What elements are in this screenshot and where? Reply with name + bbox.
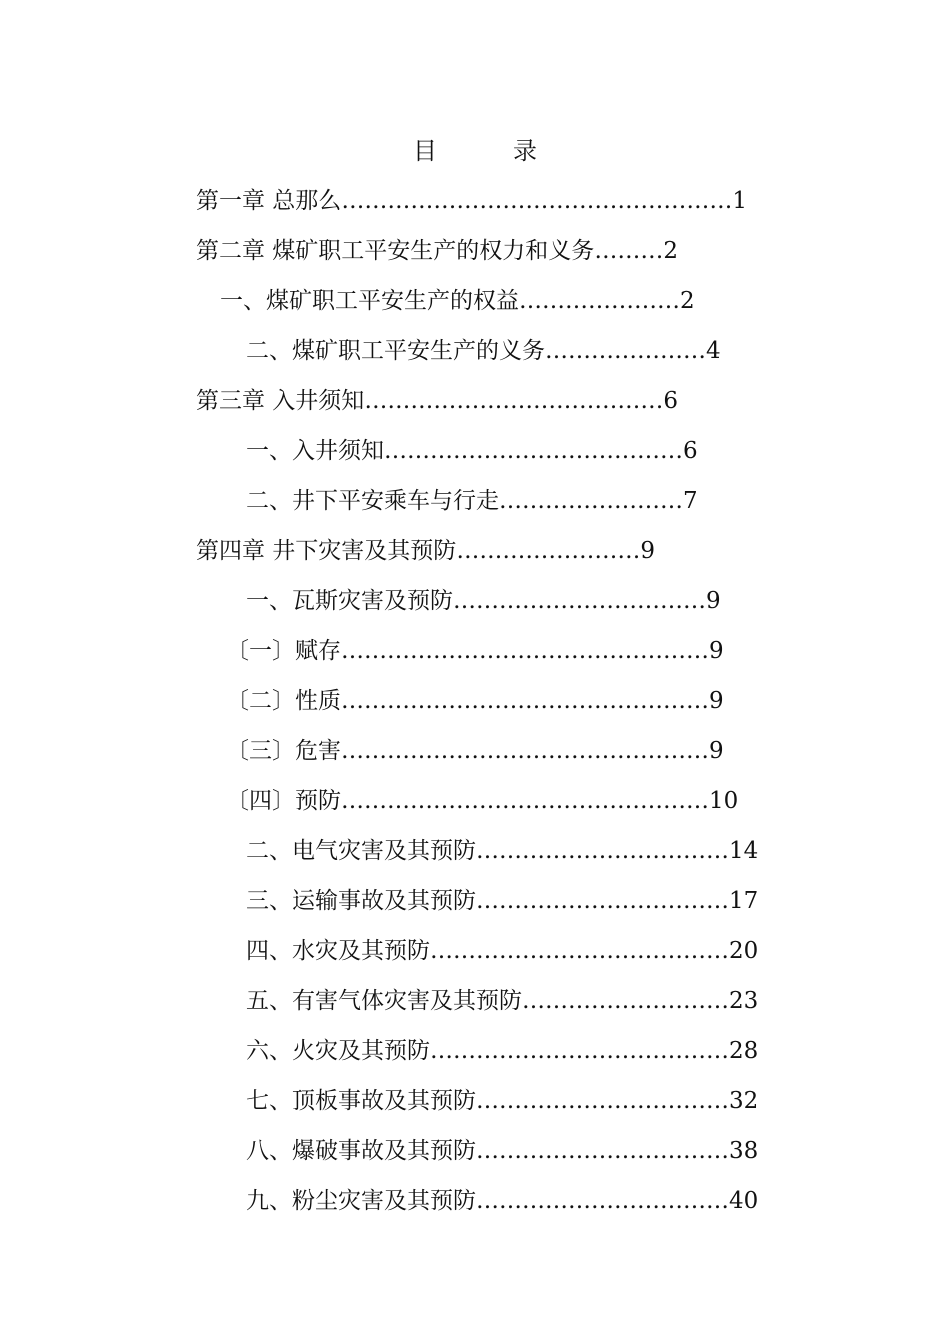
toc-leader-dots: …………………………… [476,1138,729,1164]
toc-title-char-1: 目 [413,137,437,165]
toc-page-number: 14 [729,838,759,864]
toc-entry-label: 二、电气灾害及其预防 [246,838,476,864]
toc-entry-label: 〔一〕赋存 [226,638,341,664]
toc-entry-label: 六、火灾及其预防 [246,1038,430,1064]
toc-leader-dots: …………………………… [476,888,729,914]
toc-entry-label: 一、入井须知 [246,438,384,464]
toc-page-number: 9 [640,538,655,564]
toc-entry[interactable] [246,876,758,926]
toc-entry[interactable] [246,926,758,976]
toc-entry[interactable] [246,826,758,876]
toc-leader-dots: ………………………………………… [341,788,709,814]
toc-entry[interactable] [226,776,738,826]
toc-leader-dots: ………………………………………… [341,738,709,764]
toc-leader-dots: …………………… [499,488,683,514]
toc-entry[interactable] [196,176,747,226]
toc-entry-label: 第四章 井下灾害及其预防 [196,538,457,564]
toc-entry-label: 二、井下平安乘车与行走 [246,488,499,514]
toc-entry[interactable] [196,226,678,276]
toc-entry-label: 第二章 煤矿职工平安生产的权力和义务 [196,238,595,264]
toc-leader-dots: ………………………………… [384,438,683,464]
toc-leader-dots: ………………………………………… [341,638,709,664]
toc-page-number: 28 [729,1038,759,1064]
toc-entry-label: 七、顶板事故及其预防 [246,1088,476,1114]
toc-leader-dots: ………………… [545,338,706,364]
toc-page-number: 6 [683,438,698,464]
toc-page-number: 2 [680,288,695,314]
toc-leader-dots: ………………… [519,288,680,314]
toc-page-number: 20 [729,938,759,964]
toc-title-char-2: 录 [513,137,537,165]
toc-entry[interactable] [246,976,758,1026]
toc-entry-label: 五、有害气体灾害及其预防 [246,988,522,1014]
toc-leader-dots: …………………………… [476,1088,729,1114]
toc-entry[interactable] [246,1076,758,1126]
toc-page-number: 2 [663,238,678,264]
toc-leader-dots: ………………………………… [430,938,729,964]
toc-entry-label: 〔二〕性质 [226,688,341,714]
toc-leader-dots: …………………………… [476,1188,729,1214]
toc-page-number: 32 [729,1088,759,1114]
toc-page-number: 4 [706,338,721,364]
toc-entry-label: 二、煤矿职工平安生产的义务 [246,338,545,364]
toc-page-number: 9 [706,588,721,614]
toc-entry[interactable] [246,1026,758,1076]
toc-leader-dots: …………………………… [453,588,706,614]
toc-entry-label: 〔三〕危害 [226,738,341,764]
toc-leader-dots: …………………… [456,538,641,564]
toc-entry[interactable] [226,676,724,726]
toc-title [0,134,950,168]
toc-page-number: 6 [663,388,678,414]
toc-leader-dots: ………………………………… [364,388,664,414]
toc-page-number: 7 [683,488,698,514]
toc-entry[interactable] [246,426,698,476]
toc-page-number: 9 [709,738,724,764]
toc-entry[interactable] [226,626,724,676]
toc-page-number: 1 [732,188,747,214]
toc-entry-label: 第一章 总那么 [196,188,342,214]
toc-entry-label: 八、爆破事故及其预防 [246,1138,476,1164]
toc-entry-label: 〔四〕预防 [226,788,341,814]
toc-entry[interactable] [226,726,724,776]
toc-entry-label: 九、粉尘灾害及其预防 [246,1188,476,1214]
toc-page-number: 9 [709,638,724,664]
toc-entry[interactable] [246,576,721,626]
toc-page-number: 9 [709,688,724,714]
toc-entry-label: 第三章 入井须知 [196,388,365,414]
toc-leader-dots: …………………………… [476,838,729,864]
toc-leader-dots: ………………………………………… [341,688,709,714]
toc-page-number: 17 [729,888,759,914]
toc-entry-label: 四、水灾及其预防 [246,938,430,964]
toc-entry-label: 三、运输事故及其预防 [246,888,476,914]
toc-page-number: 38 [729,1138,759,1164]
toc-entry[interactable] [220,276,695,326]
toc-page-number: 10 [709,788,739,814]
toc-entry[interactable] [246,326,721,376]
toc-entry-label: 一、瓦斯灾害及预防 [246,588,453,614]
toc-leader-dots: ………………………………… [430,1038,729,1064]
toc-leader-dots: ……………………… [522,988,729,1014]
toc-entry[interactable] [196,376,678,426]
toc-page-number: 40 [729,1188,759,1214]
toc-entry[interactable] [246,1176,758,1226]
toc-page-number: 23 [729,988,759,1014]
toc-entry[interactable] [246,1126,758,1176]
toc-entry[interactable] [196,526,655,576]
toc-leader-dots: …………………………………………… [341,188,733,214]
toc-leader-dots: ……… [594,238,664,264]
toc-entry-label: 一、煤矿职工平安生产的权益 [220,288,519,314]
toc-entry[interactable] [246,476,698,526]
